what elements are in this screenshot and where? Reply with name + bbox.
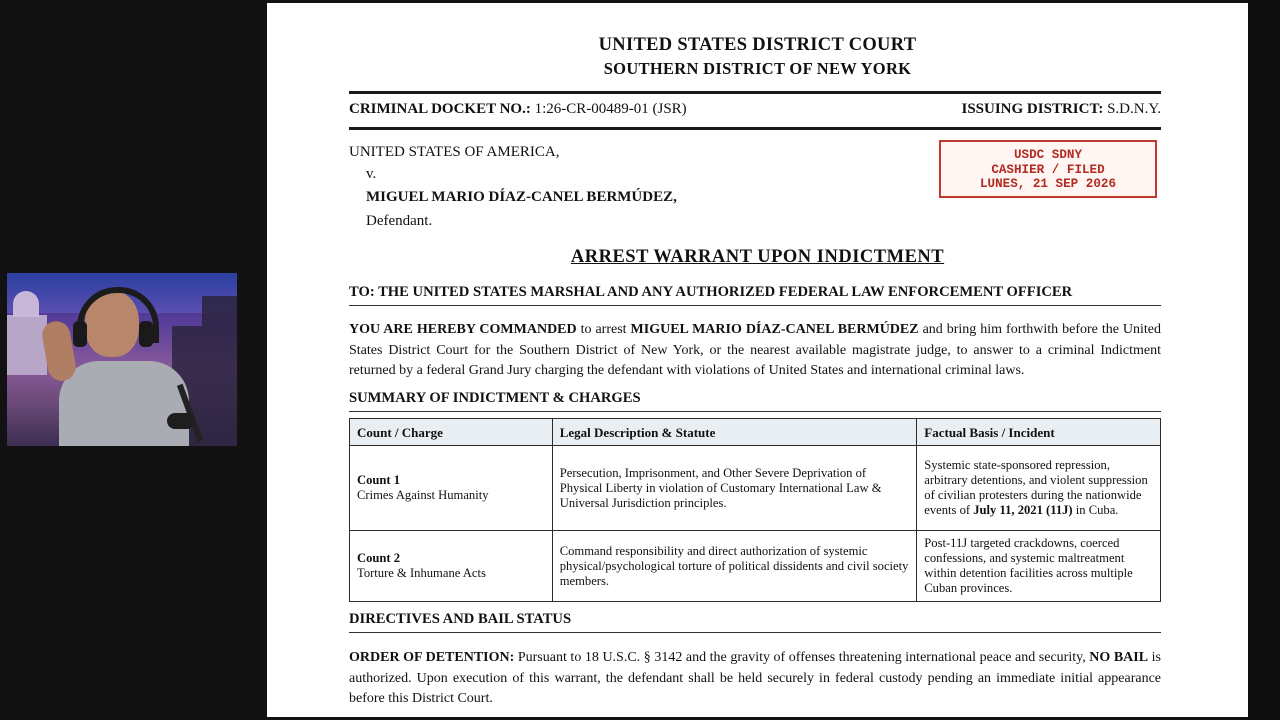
divider <box>349 632 1161 633</box>
document-page <box>267 3 1248 717</box>
issuing-value: S.D.N.Y. <box>1107 101 1161 117</box>
command-text-2: and bring him forthwith before the United States District Court for the Southern District of New York, or the nearest available magistrate judge, to answer to a criminal Indictment returned by a federal Grand Jury charging the defendant with violations of United States and international criminal laws. <box>349 322 1162 378</box>
command-paragraph <box>349 320 1161 382</box>
capitol-dome <box>13 291 39 317</box>
divider <box>349 91 1161 94</box>
caption-versus: v. <box>366 166 377 182</box>
docket-number <box>349 101 687 118</box>
count-cell <box>350 531 553 602</box>
table-row <box>350 446 1161 531</box>
court-district: SOUTHERN DISTRICT OF NEW YORK <box>603 59 912 78</box>
microphone-icon <box>157 383 217 446</box>
count-cell <box>350 446 553 531</box>
basis-text-end: in Cuba. <box>1072 503 1119 517</box>
basis-date: July 11, 2021 (11J) <box>973 503 1073 517</box>
command-defendant-name: MIGUEL MARIO DÍAZ-CANEL BERMÚDEZ <box>630 322 919 337</box>
headphone-ear-right <box>139 321 153 347</box>
court-name: UNITED STATES DISTRICT COURT <box>598 35 917 55</box>
caption-defendant-name: MIGUEL MARIO DÍAZ-CANEL BERMÚDEZ, <box>366 189 677 205</box>
command-lead: YOU ARE HEREBY COMMANDED <box>349 322 577 337</box>
detention-lead: ORDER OF DETENTION: <box>349 650 515 665</box>
directives-heading: DIRECTIVES AND BAIL STATUS <box>349 611 572 627</box>
no-bail: NO BAIL <box>1089 650 1149 665</box>
caption-defendant-label: Defendant. <box>366 213 433 229</box>
document-title: ARREST WARRANT UPON INDICTMENT <box>570 247 945 267</box>
divider <box>349 305 1161 306</box>
detention-text-1: Pursuant to 18 U.S.C. § 3142 and the gravity of offenses threatening international peace and security, <box>514 650 1090 665</box>
issuing-district <box>961 101 1161 118</box>
capitol-building <box>7 315 47 375</box>
webcam-overlay <box>7 273 237 446</box>
headphone-ear-left <box>73 321 87 347</box>
divider <box>349 411 1161 412</box>
legal-description-cell: Command responsibility and direct authorization of systemic physical/psychological torture of political dissidents and civil society members. <box>552 531 917 602</box>
column-header: Factual Basis / Incident <box>917 419 1161 446</box>
presenter <box>59 291 169 446</box>
stamp-line-2: CASHIER / FILED <box>991 162 1105 177</box>
factual-basis-cell <box>917 446 1161 531</box>
legal-description-cell: Persecution, Imprisonment, and Other Severe Deprivation of Physical Liberty in violation of Customary International Law & Universal Jurisdiction principles. <box>552 446 917 531</box>
to-line: TO: THE UNITED STATES MARSHAL AND ANY AUTHORIZED FEDERAL LAW ENFORCEMENT OFFICER <box>349 284 1073 300</box>
basis-text: Systemic state-sponsored repression, arbitrary detentions, and violent suppression of civilian protesters during the nationwide events of <box>924 458 1148 517</box>
charge-label: Crimes Against Humanity <box>357 488 489 502</box>
column-header: Count / Charge <box>350 419 553 446</box>
detention-paragraph <box>349 648 1161 710</box>
stamp-line-1: USDC SDNY <box>1013 148 1083 162</box>
docket-value: 1:26-CR-00489-01 (JSR) <box>534 101 687 117</box>
divider <box>349 127 1161 130</box>
mic-head <box>167 413 195 429</box>
caption-plaintiff: UNITED STATES OF AMERICA, <box>349 144 560 160</box>
right-letterbox <box>1248 0 1280 720</box>
issuing-label: ISSUING DISTRICT: <box>961 101 1104 117</box>
detention-text-2: is authorized. Upon execution of this warrant, the defendant shall be held securely in federal custody pending an immediate initial appearance before this District Court. <box>349 650 1161 706</box>
column-header: Legal Description & Statute <box>552 419 917 446</box>
charge-label: Torture & Inhumane Acts <box>357 566 486 580</box>
filed-stamp <box>939 140 1157 198</box>
factual-basis-cell: Post-11J targeted crackdowns, coerced confessions, and systemic maltreatment within detention facilities across multiple Cuban provinces. <box>917 531 1161 602</box>
count-label: Count 2 <box>357 551 401 565</box>
table-row <box>350 531 1161 602</box>
stamp-line-3: LUNES, 21 SEP 2026 <box>979 177 1117 191</box>
charges-table <box>349 418 1161 602</box>
docket-label: CRIMINAL DOCKET NO.: <box>349 101 531 117</box>
count-label: Count 1 <box>357 473 401 487</box>
command-text-1: to arrest <box>576 322 631 337</box>
table-header-row <box>350 419 1161 446</box>
summary-heading: SUMMARY OF INDICTMENT & CHARGES <box>349 390 641 406</box>
